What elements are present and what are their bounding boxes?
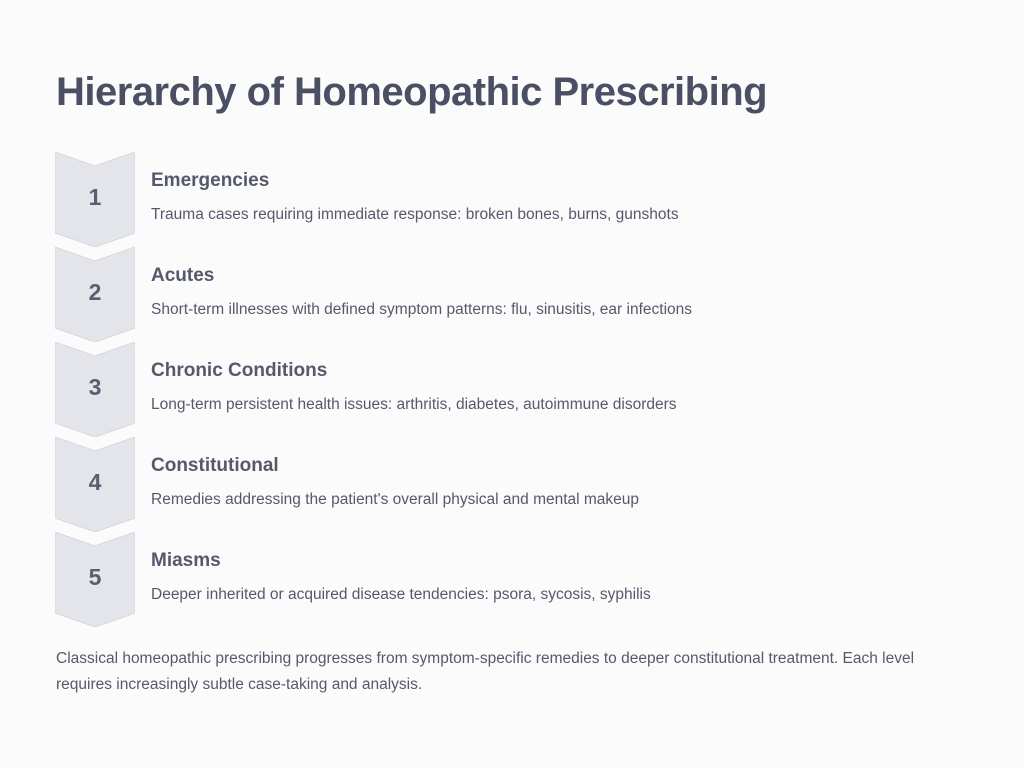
step-title: Emergencies — [151, 170, 270, 191]
step-title: Constitutional — [151, 455, 279, 476]
page-title: Hierarchy of Homeopathic Prescribing — [56, 70, 768, 114]
step-description: Remedies addressing the patient's overall physical and mental makeup — [151, 491, 640, 508]
step-title: Acutes — [151, 265, 215, 286]
step-title: Miasms — [151, 550, 221, 571]
step-item — [55, 247, 975, 342]
step-item — [55, 152, 975, 247]
step-item — [55, 532, 975, 627]
step-description: Trauma cases requiring immediate response: broken bones, burns, gunshots — [151, 206, 679, 223]
step-description: Long-term persistent health issues: arthritis, diabetes, autoimmune disorders — [151, 396, 677, 413]
step-number: 2 — [88, 279, 102, 305]
step-description: Deeper inherited or acquired disease tendencies: psora, sycosis, syphilis — [151, 586, 651, 603]
step-number: 1 — [88, 184, 102, 210]
step-item — [55, 437, 975, 532]
step-title: Chronic Conditions — [151, 360, 328, 381]
hierarchy-steps — [55, 152, 975, 627]
step-item — [55, 342, 975, 437]
step-number: 5 — [88, 564, 102, 590]
step-number: 3 — [88, 374, 102, 400]
summary-text: Classical homeopathic prescribing progresses from symptom-specific remedies to deeper constitutional treatment. Each level requires increasingly subtle case-taking and analysis. — [56, 650, 915, 693]
step-description: Short-term illnesses with defined symptom patterns: flu, sinusitis, ear infections — [151, 301, 693, 318]
step-number: 4 — [88, 469, 102, 495]
